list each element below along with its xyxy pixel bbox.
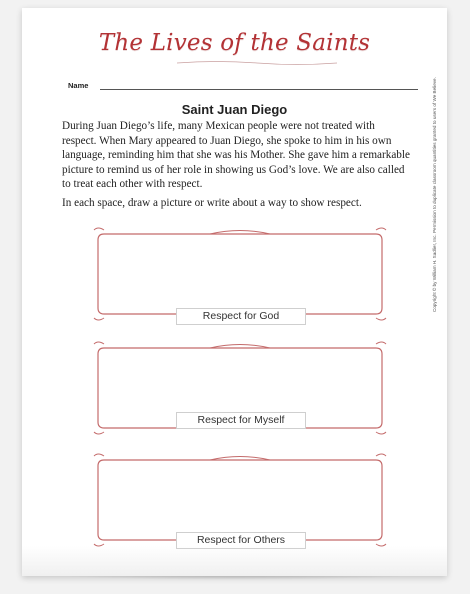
copyright-note: Copyright © by William H. Sadlier, Inc. Permission to duplicate classroom quantities granted to users of We Believe. [432,77,437,312]
saint-heading: Saint Juan Diego [181,102,288,117]
respect-box-god [90,224,390,324]
instruction-text: In each space, draw a picture or write about a way to show respect. [62,197,362,209]
respect-box-others [90,450,390,550]
title-underline-ornament [172,60,342,66]
respect-box-label: Respect for Others [176,532,306,549]
respect-box-label: Respect for God [176,308,306,325]
respect-box-label: Respect for Myself [176,412,306,429]
name-line [100,89,418,90]
name-row [68,81,418,95]
story-paragraph: During Juan Diego’s life, many Mexican people were not treated with respect. When Mary appeared to Juan Diego, she spoke to him in his own language, reminding him that she was his Mother. She gave him a remarkable picture to remind us of her role in showing us God’s love. We are also called to treat each other with respect. [62,120,410,190]
name-label: Name [68,81,89,90]
worksheet-title: The Lives of the Saints [98,30,371,56]
respect-box-myself [90,338,390,438]
worksheet-page [22,8,447,576]
